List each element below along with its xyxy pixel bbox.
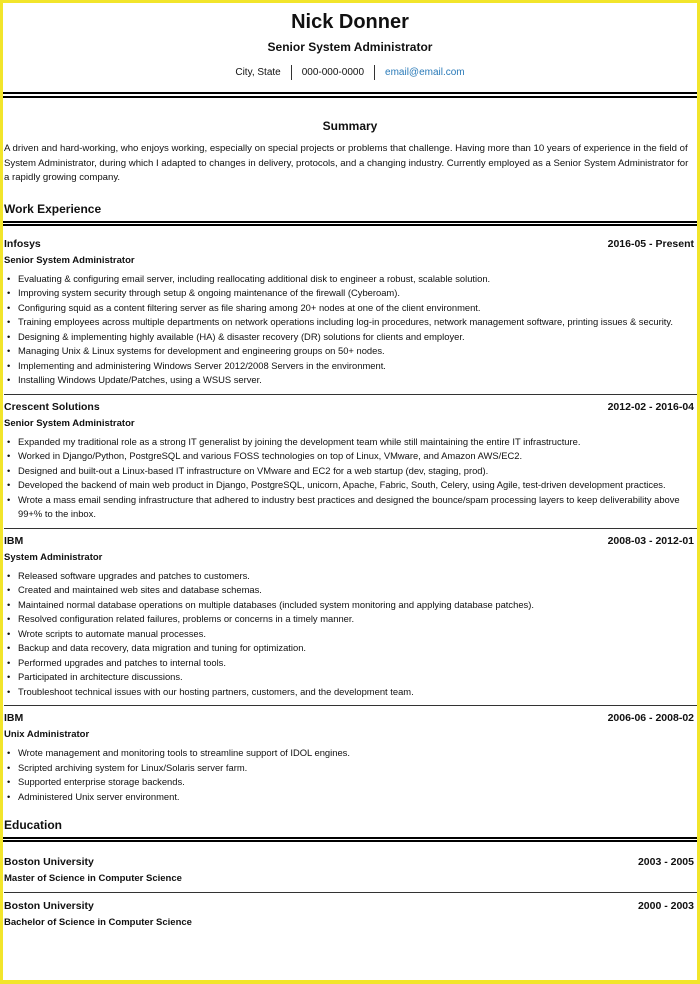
responsibility-item: • Supported enterprise storage backends. — [4, 775, 694, 790]
responsibility-item: • Troubleshoot technical issues with our hosting partners, customers, and the development team. — [4, 685, 694, 700]
employment-dates: 2016-05 - Present — [607, 237, 694, 250]
responsibility-item: • Developed the backend of main web product in Django, PostgreSQL, unicorn, Apache, Fabric, South, Celery, using Agile, test-driven development practices. — [4, 478, 694, 493]
responsibility-item: • Training employees across multiple departments on network operations including log-in procedures, network management software, printing issues & security. — [4, 315, 694, 330]
degree-name: Master of Science in Computer Science — [4, 873, 182, 885]
work-entry — [4, 238, 694, 388]
education-heading: Education — [4, 818, 63, 833]
job-role: Senior System Administrator — [4, 417, 135, 429]
school-name: Boston University — [4, 856, 94, 869]
responsibility-list — [4, 435, 694, 522]
responsibility-item: • Designing & implementing highly available (HA) & disaster recovery (DR) solutions for clients and employer. — [4, 330, 694, 345]
work-entry-header — [4, 238, 694, 251]
responsibility-item: • Wrote management and monitoring tools to streamline support of IDOL engines. — [4, 746, 694, 761]
employment-dates: 2008-03 - 2012-01 — [607, 534, 694, 547]
responsibility-item: • Wrote scripts to automate manual processes. — [4, 627, 694, 642]
responsibility-list — [4, 569, 694, 700]
contact-phone: 000-000-0000 — [301, 66, 365, 78]
job-role: System Administrator — [4, 551, 103, 563]
work-experience-list — [3, 238, 697, 805]
entry-divider — [4, 394, 697, 395]
contact-divider — [374, 65, 375, 80]
degree-name: Bachelor of Science in Computer Science — [4, 917, 192, 929]
contact-location: City, State — [235, 66, 281, 78]
entry-divider — [4, 705, 697, 706]
work-entry-header — [4, 712, 694, 725]
responsibility-item: • Created and maintained web sites and database schemas. — [4, 583, 694, 598]
responsibility-item: • Released software upgrades and patches to customers. — [4, 569, 694, 584]
work-entry-header — [4, 401, 694, 414]
responsibility-item: • Managing Unix & Linux systems for development and engineering groups on 50+ nodes. — [4, 344, 694, 359]
work-entry-header — [4, 535, 694, 548]
contact-divider — [291, 65, 292, 80]
education-entry-header — [4, 900, 694, 913]
responsibility-item: • Wrote a mass email sending infrastructure that adhered to industry best practices and designed the bounce/spam processing layers to keep deliverability above 99+% to the inbox. — [4, 493, 694, 522]
company-name: IBM — [4, 712, 24, 725]
education-entry-header — [4, 856, 694, 869]
responsibility-item: • Administered Unix server environment. — [4, 790, 694, 805]
employment-dates: 2006-06 - 2008-02 — [607, 712, 694, 725]
section-divider — [3, 837, 697, 842]
candidate-title: Senior System Administrator — [267, 40, 433, 54]
company-name: Crescent Solutions — [4, 400, 100, 413]
responsibility-item: • Implementing and administering Windows Server 2012/2008 Servers in the environment. — [4, 359, 694, 374]
header-divider — [3, 92, 697, 98]
resume-page — [3, 3, 697, 980]
responsibility-item: • Configuring squid as a content filtering server as file sharing among 20+ nodes at one of the client environment. — [4, 301, 694, 316]
responsibility-item: • Resolved configuration related failures, problems or concerns in a timely manner. — [4, 612, 694, 627]
responsibility-item: • Worked in Django/Python, PostgreSQL and various FOSS technologies on top of Linux, VMware, and Amazon AWS/EC2. — [4, 449, 694, 464]
work-entry — [4, 535, 694, 700]
summary-heading: Summary — [322, 119, 378, 133]
employment-dates: 2012-02 - 2016-04 — [607, 400, 694, 413]
education-dates: 2000 - 2003 — [637, 900, 694, 913]
responsibility-item: • Expanded my traditional role as a strong IT generalist by joining the development team while still maintaining the entire IT infrastructure. — [4, 435, 694, 450]
education-list — [3, 856, 697, 929]
responsibility-item: • Evaluating & configuring email server, including reallocating additional disk to engineer a robust, scalable solution. — [4, 272, 694, 287]
responsibility-item: • Designed and built-out a Linux-based IT infrastructure on VMware and EC2 for a web startup (dev, staging, prod). — [4, 464, 694, 479]
job-role: Unix Administrator — [4, 729, 90, 741]
candidate-name: Nick Donner — [291, 11, 409, 33]
entry-divider — [4, 892, 697, 893]
resume-header — [3, 10, 697, 79]
education-entry — [4, 900, 694, 929]
summary-text: A driven and hard-working, who enjoys working, especially on special projects or problems that challenge. Having more than 10 years of experience in the field of System Administrator, during which I adapted to changes in delivery, protocols, and a changing industry. Currently employed as a Senior System Administrator for a rapidly growing company. — [4, 143, 689, 184]
school-name: Boston University — [4, 900, 94, 913]
responsibility-item: • Participated in architecture discussions. — [4, 670, 694, 685]
job-role: Senior System Administrator — [4, 254, 135, 266]
work-entry — [4, 712, 694, 804]
company-name: IBM — [4, 534, 24, 547]
education-dates: 2003 - 2005 — [637, 856, 694, 869]
responsibility-item: • Scripted archiving system for Linux/Solaris server farm. — [4, 761, 694, 776]
responsibility-item: • Maintained normal database operations on multiple databases (included system monitoring and applying database patches). — [4, 598, 694, 613]
section-divider — [3, 221, 697, 226]
company-name: Infosys — [4, 237, 41, 250]
responsibility-list — [4, 272, 694, 388]
contact-email-link[interactable]: email@email.com — [385, 66, 465, 78]
responsibility-item: • Improving system security through setup & ongoing maintenance of the firewall (Cyberoam). — [4, 286, 694, 301]
education-entry — [4, 856, 694, 885]
entry-divider — [4, 528, 697, 529]
responsibility-item: • Installing Windows Update/Patches, using a WSUS server. — [4, 373, 694, 388]
work-experience-heading: Work Experience — [4, 201, 102, 216]
responsibility-item: • Backup and data recovery, data migration and tuning for optimization. — [4, 641, 694, 656]
contact-line — [3, 65, 697, 79]
work-entry — [4, 401, 694, 522]
responsibility-list — [4, 746, 694, 804]
responsibility-item: • Performed upgrades and patches to internal tools. — [4, 656, 694, 671]
